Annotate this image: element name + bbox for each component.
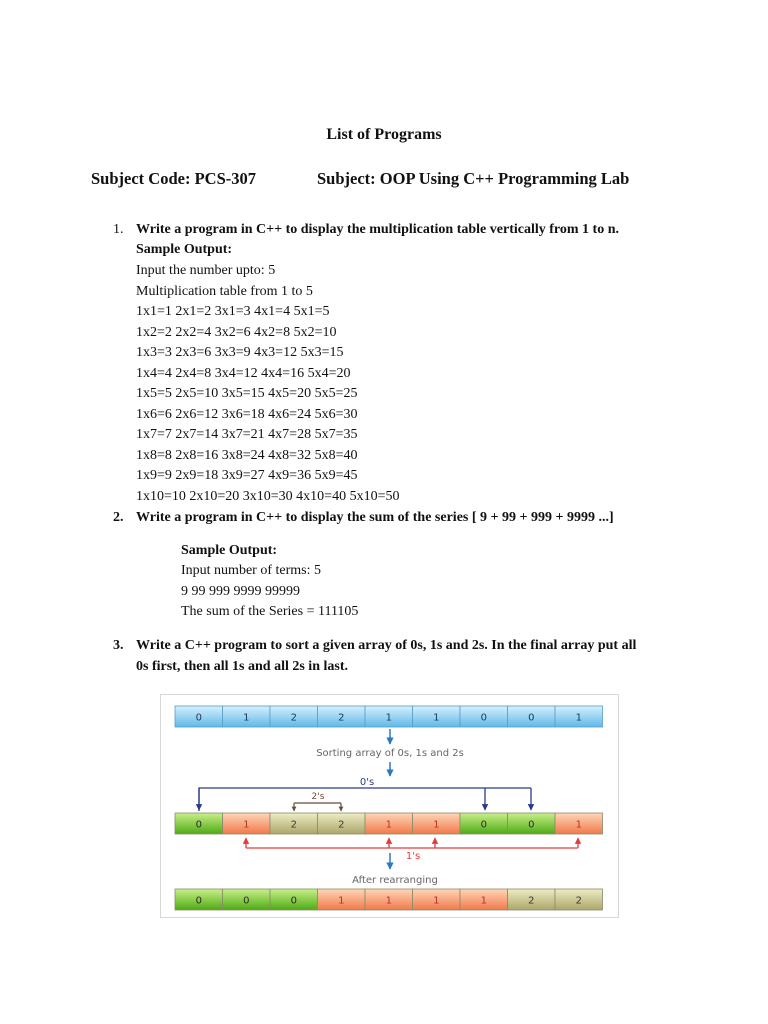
grouped-array-cell-value: 2 xyxy=(338,819,345,831)
program-1-question: Write a program in C++ to display the multiplication table vertically from 1 to n. xyxy=(136,222,619,237)
input-array-cell-value: 1 xyxy=(575,712,582,724)
program-2-output-line: Input number of terms: 5 xyxy=(181,563,321,578)
input-array-cell-value: 1 xyxy=(433,712,440,724)
caption-after: After rearranging xyxy=(352,875,438,886)
grouped-array-cell-value: 2 xyxy=(290,819,297,831)
program-1-output-line: 1x1=1 2x1=2 3x1=3 4x1=4 5x1=5 xyxy=(136,304,330,319)
output-array-cell-value: 1 xyxy=(385,895,392,907)
program-1-output-line: 1x7=7 2x7=14 3x7=21 4x7=28 5x7=35 xyxy=(136,427,358,442)
program-1-output-line: 1x10=10 2x10=20 3x10=30 4x10=40 5x10=50 xyxy=(136,489,400,504)
program-1-output-line: 1x4=4 2x4=8 3x4=12 4x4=16 5x4=20 xyxy=(136,366,351,381)
label-zeros: 0's xyxy=(359,777,375,788)
input-array-cell-value: 1 xyxy=(385,712,392,724)
program-3-question-line-1: Write a C++ program to sort a given array of 0s, 1s and 2s. In the final array put all xyxy=(136,638,637,653)
grouped-array-cell-value: 0 xyxy=(528,819,535,831)
grouped-array-cell-value: 0 xyxy=(480,819,487,831)
grouped-array-cell-value: 1 xyxy=(433,819,440,831)
input-array-cell-value: 1 xyxy=(243,712,250,724)
program-1-number: 1. xyxy=(113,222,124,237)
grouped-array-cell-value: 1 xyxy=(243,819,250,831)
caption-sorting: Sorting array of 0s, 1s and 2s xyxy=(316,748,464,759)
program-1-sample-label: Sample Output: xyxy=(136,242,233,257)
input-array-cell-value: 0 xyxy=(528,712,535,724)
zeros-connector-line xyxy=(199,788,531,811)
output-array-cell-value: 0 xyxy=(243,895,250,907)
output-array-cell-value: 1 xyxy=(338,895,345,907)
sorting-diagram xyxy=(160,694,619,918)
grouped-array-cell-value: 1 xyxy=(385,819,392,831)
program-2-sample-label: Sample Output: xyxy=(181,543,278,558)
subject-code: Subject Code: PCS-307 xyxy=(91,169,256,188)
output-array-cell-value: 1 xyxy=(480,895,487,907)
program-2-question: Write a program in C++ to display the sum of the series [ 9 + 99 + 999 + 9999 ...] xyxy=(136,510,614,525)
program-1-output-line: 1x3=3 2x3=6 3x3=9 4x3=12 5x3=15 xyxy=(136,345,344,360)
program-2-output-line: 9 99 999 9999 99999 xyxy=(181,584,300,599)
output-array-cell-value: 0 xyxy=(290,895,297,907)
output-array-cell-value: 2 xyxy=(528,895,535,907)
program-1-output-line: 1x5=5 2x5=10 3x5=15 4x5=20 5x5=25 xyxy=(136,386,358,401)
program-3-question-line-2: 0s first, then all 1s and all 2s in last. xyxy=(136,659,348,674)
output-array-cell-value: 0 xyxy=(195,895,202,907)
input-array-cell-value: 2 xyxy=(290,712,297,724)
program-2-number: 2. xyxy=(113,510,124,525)
label-twos: 2's xyxy=(311,792,325,802)
label-ones: 1's xyxy=(405,851,421,862)
output-array xyxy=(175,889,603,910)
input-array-cell-value: 0 xyxy=(195,712,202,724)
program-1-output-line: 1x6=6 2x6=12 3x6=18 4x6=24 5x6=30 xyxy=(136,407,358,422)
input-array xyxy=(175,706,603,727)
subject-name: Subject: OOP Using C++ Programming Lab xyxy=(317,169,630,188)
program-2-output-line: The sum of the Series = 111105 xyxy=(181,604,359,619)
input-array-cell-value: 2 xyxy=(338,712,345,724)
sorting-diagram-svg xyxy=(161,695,618,917)
program-1-output-line: 1x2=2 2x2=4 3x2=6 4x2=8 5x2=10 xyxy=(136,325,337,340)
grouped-array-cell-value: 1 xyxy=(575,819,582,831)
program-1-output-line: 1x9=9 2x9=18 3x9=27 4x9=36 5x9=45 xyxy=(136,468,358,483)
grouped-array xyxy=(175,813,603,834)
program-1-output-line: 1x8=8 2x8=16 3x8=24 4x8=32 5x8=40 xyxy=(136,448,358,463)
input-array-cell-value: 0 xyxy=(480,712,487,724)
grouped-array-cell-value: 0 xyxy=(195,819,202,831)
program-3-number: 3. xyxy=(113,638,124,653)
page-title: List of Programs xyxy=(326,126,442,143)
program-1-output-line: Multiplication table from 1 to 5 xyxy=(136,284,313,299)
output-array-cell-value: 2 xyxy=(575,895,582,907)
output-array-cell-value: 1 xyxy=(433,895,440,907)
program-1-output-line: Input the number upto: 5 xyxy=(136,263,276,278)
